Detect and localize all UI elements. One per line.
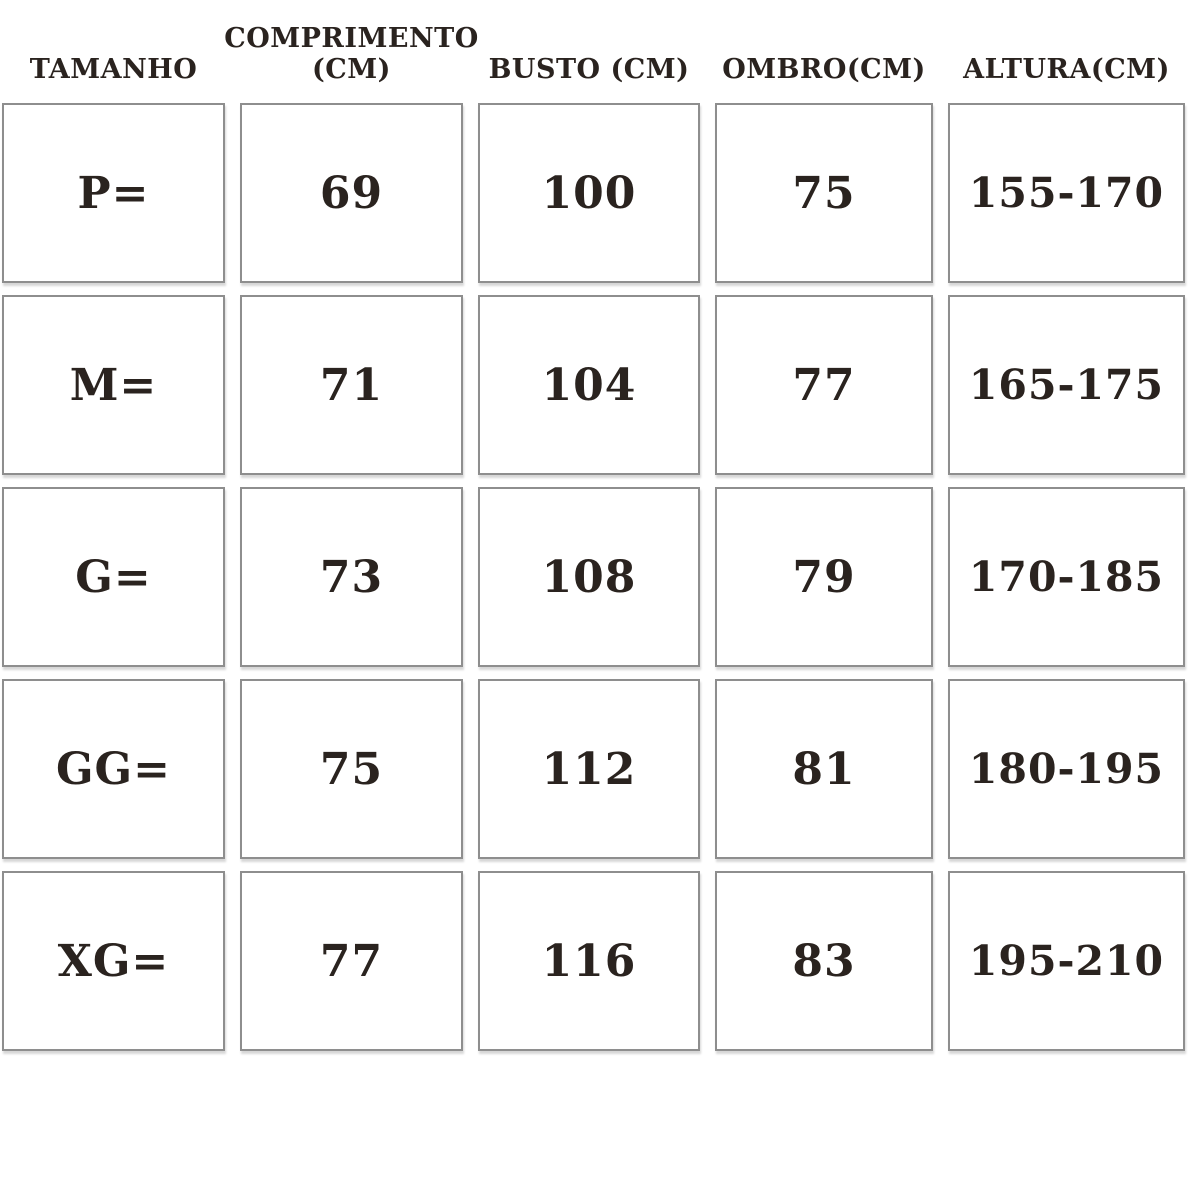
cell-value: 170-185 xyxy=(968,553,1165,601)
cell-altura-xg xyxy=(948,871,1185,1051)
cell-value: M= xyxy=(69,359,158,411)
cell-value: 73 xyxy=(319,551,384,603)
cell-ombro-p xyxy=(715,103,933,283)
column-header-label: COMPRIMENTO (CM) xyxy=(224,22,479,85)
cell-size-gg xyxy=(2,679,225,859)
cell-value: 81 xyxy=(792,743,856,795)
cell-altura-p xyxy=(948,103,1185,283)
cell-size-xg xyxy=(2,871,225,1051)
cell-busto-m xyxy=(478,295,700,475)
cell-altura-m xyxy=(948,295,1185,475)
cell-value: P= xyxy=(77,167,150,219)
cell-value: 116 xyxy=(541,935,637,987)
column-header-label: TAMANHO xyxy=(29,53,198,85)
cell-size-m xyxy=(2,295,225,475)
cell-comprimento-g xyxy=(240,487,463,667)
cell-value: 77 xyxy=(792,359,856,411)
cell-value: 180-195 xyxy=(968,745,1165,793)
cell-ombro-gg xyxy=(715,679,933,859)
cell-value: XG= xyxy=(57,935,170,987)
cell-value: 71 xyxy=(319,359,384,411)
column-header-label: ALTURA(CM) xyxy=(963,53,1170,85)
cell-busto-p xyxy=(478,103,700,283)
column-header-busto xyxy=(478,0,700,91)
cell-busto-xg xyxy=(478,871,700,1051)
cell-value: 75 xyxy=(319,743,384,795)
cell-value: 112 xyxy=(541,743,637,795)
cell-altura-gg xyxy=(948,679,1185,859)
cell-size-g xyxy=(2,487,225,667)
column-header-label: BUSTO (CM) xyxy=(488,53,690,85)
cell-value: 108 xyxy=(541,551,637,603)
cell-ombro-xg xyxy=(715,871,933,1051)
cell-value: 77 xyxy=(319,935,384,987)
cell-ombro-m xyxy=(715,295,933,475)
column-header-ombro xyxy=(715,0,933,91)
cell-value: GG= xyxy=(55,743,172,795)
cell-comprimento-p xyxy=(240,103,463,283)
cell-busto-g xyxy=(478,487,700,667)
cell-ombro-g xyxy=(715,487,933,667)
cell-size-p xyxy=(2,103,225,283)
cell-value: G= xyxy=(75,551,152,603)
cell-comprimento-m xyxy=(240,295,463,475)
cell-value: 75 xyxy=(792,167,856,219)
cell-value: 69 xyxy=(319,167,384,219)
cell-value: 195-210 xyxy=(968,937,1165,985)
cell-comprimento-gg xyxy=(240,679,463,859)
cell-comprimento-xg xyxy=(240,871,463,1051)
cell-busto-gg xyxy=(478,679,700,859)
column-header-altura xyxy=(948,0,1185,91)
cell-value: 155-170 xyxy=(968,169,1165,217)
cell-value: 83 xyxy=(792,935,856,987)
cell-value: 100 xyxy=(541,167,637,219)
cell-altura-g xyxy=(948,487,1185,667)
column-header-tamanho xyxy=(2,0,225,91)
cell-value: 104 xyxy=(541,359,637,411)
column-header-label: OMBRO(CM) xyxy=(722,53,926,85)
cell-value: 165-175 xyxy=(968,361,1165,409)
cell-value: 79 xyxy=(792,551,856,603)
column-header-comprimento xyxy=(224,0,479,91)
